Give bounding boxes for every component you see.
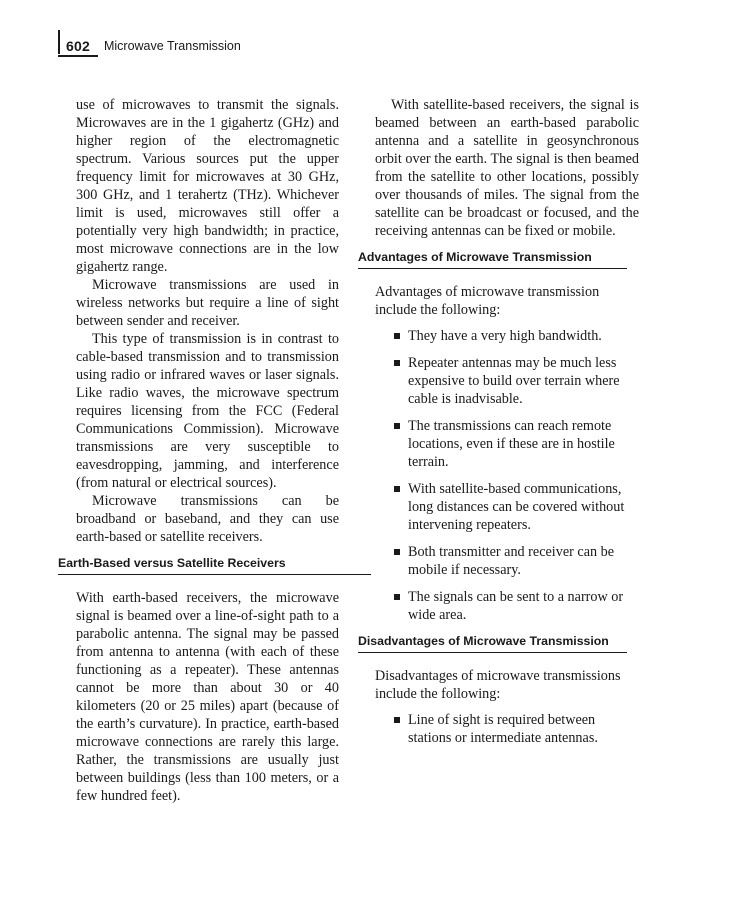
square-bullet-icon	[394, 549, 400, 555]
right-column	[358, 96, 639, 756]
square-bullet-icon	[394, 486, 400, 492]
list-item	[375, 354, 639, 408]
list-item-text: Both transmitter and receiver can be mobile if necessary.	[408, 544, 615, 578]
paragraph-contrast-cable: This type of transmission is in contrast to cable-based transmission and to transmission using radio or infrared waves or laser signals. Like radio waves, the microwave spectrum requires licensing from the FCC (Federal Communications Commission). Microwave transmissions are very susceptible to eavesdropping, jamming, and interference (from natural or electrical sources).	[76, 331, 339, 491]
advantages-list	[375, 327, 639, 624]
list-item	[375, 543, 639, 579]
list-item	[375, 711, 639, 747]
header-horizontal-rule	[58, 55, 98, 57]
square-bullet-icon	[394, 333, 400, 339]
square-bullet-icon	[394, 423, 400, 429]
heading-earth-vs-satellite: Earth-Based versus Satellite Receivers	[58, 555, 371, 575]
paragraph-broadband-baseband: Microwave transmissions can be broadband or baseband, and they can use earth-based or satellite receivers.	[76, 493, 339, 545]
list-item	[375, 417, 639, 471]
header-vertical-rule	[58, 30, 60, 54]
heading-advantages: Advantages of Microwave Transmission	[358, 249, 627, 269]
list-item-text: They have a very high bandwidth.	[408, 328, 602, 344]
square-bullet-icon	[394, 717, 400, 723]
list-item-text: Line of sight is required between stations or intermediate antennas.	[408, 712, 598, 746]
page-number: 602	[66, 38, 90, 54]
paragraph-satellite-receivers: With satellite-based receivers, the signal is beamed between an earth-based parabolic antenna and a satellite in geosynchronous orbit over the earth. The signal is then beamed from the satellite to other locations, possibly over thousands of miles. The signal from the satellite can be broadcast or focused, and the receiving antennas can be fixed or mobile.	[375, 97, 639, 239]
list-item	[375, 588, 639, 624]
paragraph-earth-based-receivers: With earth-based receivers, the microwave signal is beamed over a line-of-sight path to a parabolic antenna. The signal may be passed from antenna to antenna (with each of these functioning as a repeater). These antennas cannot be more than about 30 or 40 kilometers (20 or 25 miles) apart (because of the earth’s curvature). In practice, earth-based microwave connections are rarely this large. Rather, the transmissions are usually just between buildings (less than 100 meters, or a few hundred feet).	[76, 590, 339, 804]
square-bullet-icon	[394, 594, 400, 600]
list-item-text: Repeater antennas may be much less expensive to build over terrain where cable is inadvisable.	[408, 355, 620, 407]
advantages-intro: Advantages of microwave transmission include the following:	[375, 284, 600, 318]
list-item-text: With satellite-based communications, long distances can be covered without intervening repeaters.	[408, 481, 625, 533]
page-header	[58, 30, 241, 54]
disadvantages-intro: Disadvantages of microwave transmissions include the following:	[375, 668, 621, 702]
square-bullet-icon	[394, 360, 400, 366]
list-item-text: The signals can be sent to a narrow or wide area.	[408, 589, 624, 623]
paragraph-microwave-spectrum: use of microwaves to transmit the signals. Microwaves are in the 1 gigahertz (GHz) and higher region of the electromagnetic spectrum. Various sources put the upper frequency limit for microwaves at 30 GHz, 300 GHz, and 1 terahertz (THz). Whichever limit is used, microwaves still offer a potentially very high bandwidth; in practice, most microwave connections are in the low gigahertz range.	[76, 97, 339, 275]
disadvantages-list	[375, 711, 639, 747]
list-item	[375, 480, 639, 534]
paragraph-wireless-networks: Microwave transmissions are used in wireless networks but require a line of sight between sender and receiver.	[76, 277, 339, 329]
heading-disadvantages: Disadvantages of Microwave Transmission	[358, 633, 627, 653]
list-item-text: The transmissions can reach remote locations, even if these are in hostile terrain.	[408, 418, 615, 470]
list-item	[375, 327, 639, 345]
running-title: Microwave Transmission	[103, 39, 241, 53]
left-column	[58, 96, 339, 805]
